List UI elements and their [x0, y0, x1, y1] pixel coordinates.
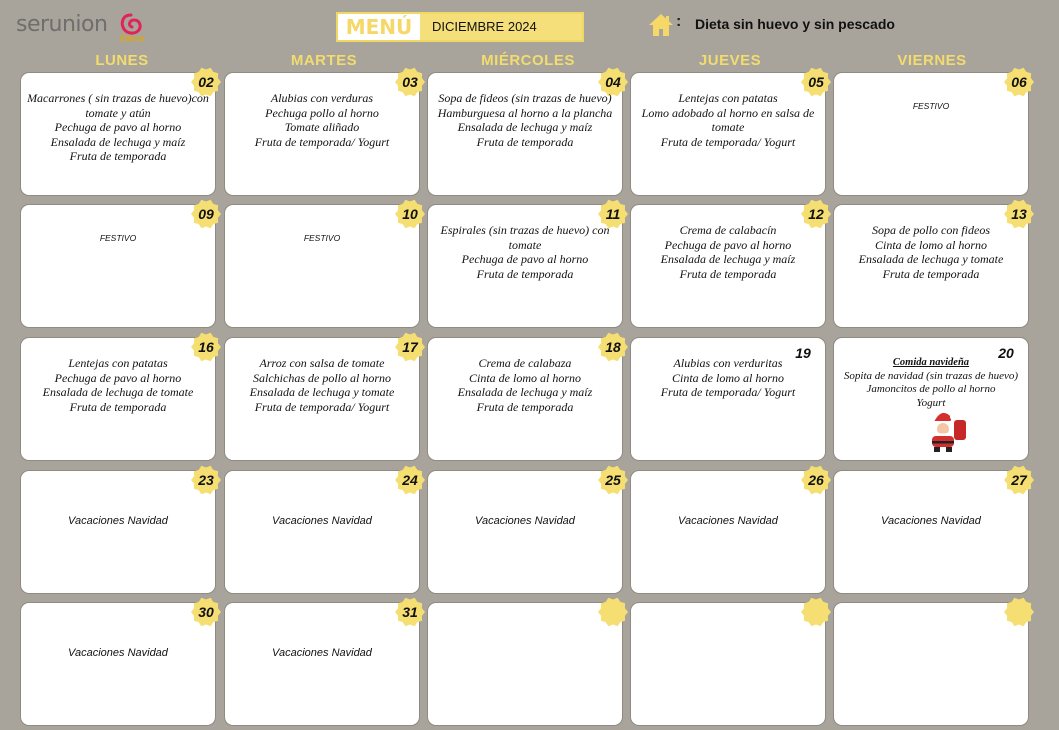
date-number: 02 — [198, 74, 214, 90]
meal-item: Pechuga de pavo al horno — [54, 120, 182, 135]
date-number: 03 — [402, 74, 418, 90]
day-cell — [833, 337, 1029, 461]
date-number: 09 — [198, 206, 214, 222]
day-cell — [20, 72, 216, 196]
day-cell — [20, 204, 216, 328]
meal-list — [838, 223, 1024, 281]
date-number: 31 — [402, 604, 418, 620]
menu-month: DICIEMBRE 2024 — [420, 14, 582, 40]
date-number: 16 — [198, 339, 214, 355]
date-badge — [1004, 597, 1034, 627]
meal-item: Arroz con salsa de tomate — [259, 356, 385, 370]
day-cell — [630, 72, 826, 196]
meal-item: Fruta de temporada — [882, 266, 980, 281]
day-cell — [427, 602, 623, 726]
meal-item: Sopa de fideos (sin trazas de huevo) — [438, 91, 612, 105]
date-number: 05 — [808, 74, 824, 90]
meal-item: Lentejas con patatas — [68, 356, 168, 370]
meal-item: Fruta de temporada — [476, 399, 574, 414]
date-number: 30 — [198, 604, 214, 620]
special-meal-title: Comida navideña — [892, 357, 970, 368]
day-cell — [427, 337, 623, 461]
meal-item: Ensalada de lechuga y tomate — [858, 252, 1004, 267]
meal-item: Fruta de temporada — [69, 149, 167, 164]
meal-item: Fruta de temporada/ Yogurt — [254, 134, 390, 149]
vacation-label: Vacaciones Navidad — [272, 515, 372, 527]
day-cell — [224, 204, 420, 328]
meal-item: Ensalada de lechuga y maíz — [457, 385, 593, 400]
date-badge — [801, 597, 831, 627]
meal-item: Alubias con verduritas — [673, 356, 783, 370]
meal-item: Fruta de temporada/ Yogurt — [660, 134, 796, 149]
meal-item: Sopita de navidad (sin trazas de huevo) — [843, 369, 1019, 382]
meal-item: Tomate aliñado — [284, 120, 360, 135]
day-cell — [833, 470, 1029, 594]
date-badge — [1004, 67, 1034, 97]
day-cell — [630, 204, 826, 328]
meal-item: Pechuga de pavo al horno — [54, 370, 182, 385]
meal-item: Crema de calabacín — [679, 223, 777, 237]
meal-item: Cinta de lomo al horno — [468, 370, 581, 385]
date-badge — [1004, 465, 1034, 495]
day-cell — [20, 337, 216, 461]
meal-item: Pechuga de pavo al horno — [664, 237, 792, 252]
vacation-label: Vacaciones Navidad — [678, 515, 778, 527]
serunion-logo — [16, 8, 156, 42]
meal-item: Yogurt — [916, 396, 946, 409]
day-cell — [630, 470, 826, 594]
meal-item: Fruta de temporada — [69, 399, 167, 414]
date-number: 11 — [605, 206, 621, 222]
meal-item: Espirales (sin trazas de huevo) con tomate — [440, 223, 610, 252]
meal-item: Lentejas con patatas — [678, 91, 778, 105]
meal-item: Ensalada de lechuga y maíz — [660, 252, 796, 267]
meal-item: Crema de calabaza — [478, 356, 572, 370]
meal-list — [432, 356, 618, 414]
day-cell — [20, 602, 216, 726]
day-header-1: MARTES — [290, 52, 358, 69]
day-cell — [630, 602, 826, 726]
meal-list — [432, 91, 618, 149]
meal-item: Fruta de temporada — [476, 266, 574, 281]
day-cell — [833, 204, 1029, 328]
date-number: 23 — [198, 472, 214, 488]
holiday-label: FESTIVO — [912, 101, 950, 111]
date-number: 25 — [605, 472, 621, 488]
meal-item: Pechuga pollo al horno — [265, 105, 379, 120]
meal-item: Salchichas de pollo al horno — [253, 370, 391, 385]
meal-list — [838, 356, 1024, 410]
day-cell — [427, 204, 623, 328]
meal-list — [635, 356, 821, 400]
holiday-label: FESTIVO — [303, 233, 341, 243]
menu-title: MENÚ — [345, 15, 413, 39]
date-number: 18 — [605, 339, 621, 355]
holiday-label: FESTIVO — [99, 233, 137, 243]
day-cell — [427, 72, 623, 196]
date-badge — [395, 465, 425, 495]
meal-item: Fruta de temporada/ Yogurt — [254, 399, 390, 414]
date-badge — [598, 597, 628, 627]
diet-label: Dieta sin huevo y sin pescado — [695, 16, 895, 32]
vacation-label: Vacaciones Navidad — [475, 515, 575, 527]
meal-list — [25, 91, 211, 164]
meal-item: Lomo adobado al horno en salsa de tomate — [641, 105, 815, 135]
meal-item: Ensalada de lechuga y maíz — [50, 134, 186, 149]
meal-item: Ensalada de lechuga y tomate — [249, 385, 395, 400]
day-cell — [224, 602, 420, 726]
date-badge — [191, 597, 221, 627]
meal-item: Fruta de temporada — [679, 266, 777, 281]
meal-list — [229, 356, 415, 414]
date-number: 06 — [1011, 74, 1027, 90]
meal-item: Pechuga de pavo al horno — [461, 252, 589, 267]
menu-header — [336, 12, 584, 42]
day-header-4: VIERNES — [897, 52, 967, 69]
day-cell — [20, 470, 216, 594]
meal-list — [229, 91, 415, 149]
meal-item: Fruta de temporada/ Yogurt — [660, 385, 796, 400]
home-icon — [647, 11, 675, 39]
date-badge — [598, 465, 628, 495]
date-number: 10 — [402, 206, 418, 222]
meal-item: Ensalada de lechuga y maíz — [457, 120, 593, 135]
date-number: 27 — [1011, 472, 1027, 488]
date-number: 12 — [808, 206, 824, 222]
meal-item: Jamoncitos de pollo al horno — [866, 383, 996, 396]
date-badge — [395, 199, 425, 229]
meal-item: Cinta de lomo al horno — [671, 370, 784, 385]
day-cell — [427, 470, 623, 594]
meal-item: Sopa de pollo con fideos — [872, 223, 990, 237]
meal-list — [635, 223, 821, 281]
meal-item: Fruta de temporada — [476, 134, 574, 149]
date-badge — [191, 199, 221, 229]
date-number: 19 — [795, 345, 811, 361]
day-cell — [224, 72, 420, 196]
day-cell — [224, 337, 420, 461]
vacation-label: Vacaciones Navidad — [272, 647, 372, 659]
brand-name: serunion — [16, 12, 108, 37]
date-number: 26 — [808, 472, 824, 488]
meal-item: Cinta de lomo al horno — [874, 237, 987, 252]
meal-item: Ensalada de lechuga de tomate — [42, 385, 194, 400]
day-cell — [833, 72, 1029, 196]
brand-sub: Educa — [120, 34, 145, 43]
meal-list — [25, 356, 211, 414]
day-cell — [833, 602, 1029, 726]
date-badge — [191, 465, 221, 495]
date-number: 24 — [402, 472, 418, 488]
date-number: 17 — [402, 339, 418, 355]
meal-list — [432, 223, 618, 281]
day-header-2: MIÉRCOLES — [481, 52, 575, 69]
vacation-label: Vacaciones Navidad — [881, 515, 981, 527]
date-number: 13 — [1011, 206, 1027, 222]
date-number: 20 — [998, 345, 1014, 361]
day-header-0: LUNES — [95, 52, 149, 69]
santa-claus-icon — [920, 404, 970, 454]
day-header-3: JUEVES — [698, 52, 762, 69]
date-badge — [801, 465, 831, 495]
meal-item: Macarrones ( sin trazas de huevo)con tomate y atún — [27, 91, 209, 120]
diet-separator: : — [676, 13, 682, 30]
day-cell — [630, 337, 826, 461]
date-badge — [395, 597, 425, 627]
meal-item: Hamburguesa al horno a la plancha — [437, 105, 613, 120]
vacation-label: Vacaciones Navidad — [68, 647, 168, 659]
vacation-label: Vacaciones Navidad — [68, 515, 168, 527]
date-number: 04 — [605, 74, 621, 90]
day-cell — [224, 470, 420, 594]
meal-list — [635, 91, 821, 149]
meal-item: Alubias con verduras — [270, 91, 374, 105]
